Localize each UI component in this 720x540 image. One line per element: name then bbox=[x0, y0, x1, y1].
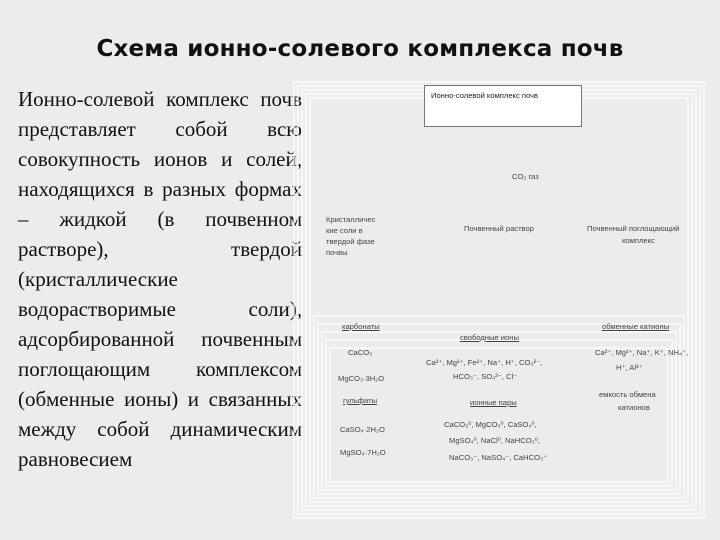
top-box bbox=[424, 85, 582, 127]
carbonates-label: карбонаты bbox=[342, 322, 380, 331]
ion-salt-complex-diagram bbox=[290, 80, 710, 520]
sulfate-2: MgSO₄·7H₂O bbox=[340, 448, 386, 457]
ion-pairs-3: NaCO₃⁻, NaSO₄⁻, CaHCO₃⁺ bbox=[449, 453, 548, 462]
frame-outer-3 bbox=[302, 90, 696, 510]
col3-header-line1: Почвенный поглощающий bbox=[587, 224, 680, 233]
ion-pairs-2: MgSO₄⁰, NaCl⁰, NaHCO₃⁰, bbox=[449, 436, 540, 445]
col1-header-line1: Кристалличес bbox=[326, 215, 376, 224]
capacity-label-line2: катионов bbox=[618, 403, 650, 412]
col3-header-line2: комплекс bbox=[622, 236, 655, 245]
free-ions-2: HCO₃⁻, SO₄²⁻, Cl⁻ bbox=[453, 372, 518, 381]
free-ions-1: Ca²⁺, Mg²⁺, Fe²⁺, Na⁺, H⁺, CO₃²⁻, bbox=[426, 358, 543, 367]
col1-header-line2: кие соли в bbox=[326, 226, 363, 235]
ion-pairs-1: CaCO₃⁰, MgCO₃⁰, CaSO₄⁰, bbox=[444, 420, 537, 429]
ion-pairs-label: ионные пары bbox=[470, 398, 517, 407]
exchange-cations-label: обменные катионы bbox=[602, 322, 670, 331]
exchange-cations-2: H⁺, Al³⁺ bbox=[616, 363, 643, 372]
sulfate-1: CaSO₄·2H₂O bbox=[340, 425, 385, 434]
exchange-cations-1: Ca²⁺, Mg²⁺, Na⁺, K⁺, NH₄⁺, bbox=[595, 348, 689, 357]
capacity-label-line1: емкость обмена bbox=[599, 390, 656, 399]
col1-header-line4: почвы bbox=[326, 248, 348, 257]
carbonate-1: CaCO₃ bbox=[348, 348, 373, 357]
body-paragraph: Ионно-солевой комплекс почв представляет собой всю совокупность ионов и солей, находящихся в разных формах – жидкой (в почвенном растворе), твердой (кристаллические водорастворимые соли), адсорбированной почвенным поглощающим комплексом (обменные ионы) и связанных между собой динамическим равновесием bbox=[18, 87, 302, 471]
top-box-label: Ионно-солевой комплекс почв bbox=[431, 91, 539, 100]
co2-gas-label: CO₂ газ bbox=[512, 172, 539, 181]
carbonate-2: MgCO₃·3H₂O bbox=[338, 374, 385, 383]
slide-title: Схема ионно-солевого комплекса почв bbox=[96, 36, 624, 62]
sulfates-label: гульфаты bbox=[343, 396, 378, 405]
col2-header: Почвенный раствор bbox=[464, 224, 534, 233]
col1-header-line3: твердой фазе bbox=[326, 237, 375, 246]
free-ions-label: свободные ионы bbox=[460, 333, 519, 342]
